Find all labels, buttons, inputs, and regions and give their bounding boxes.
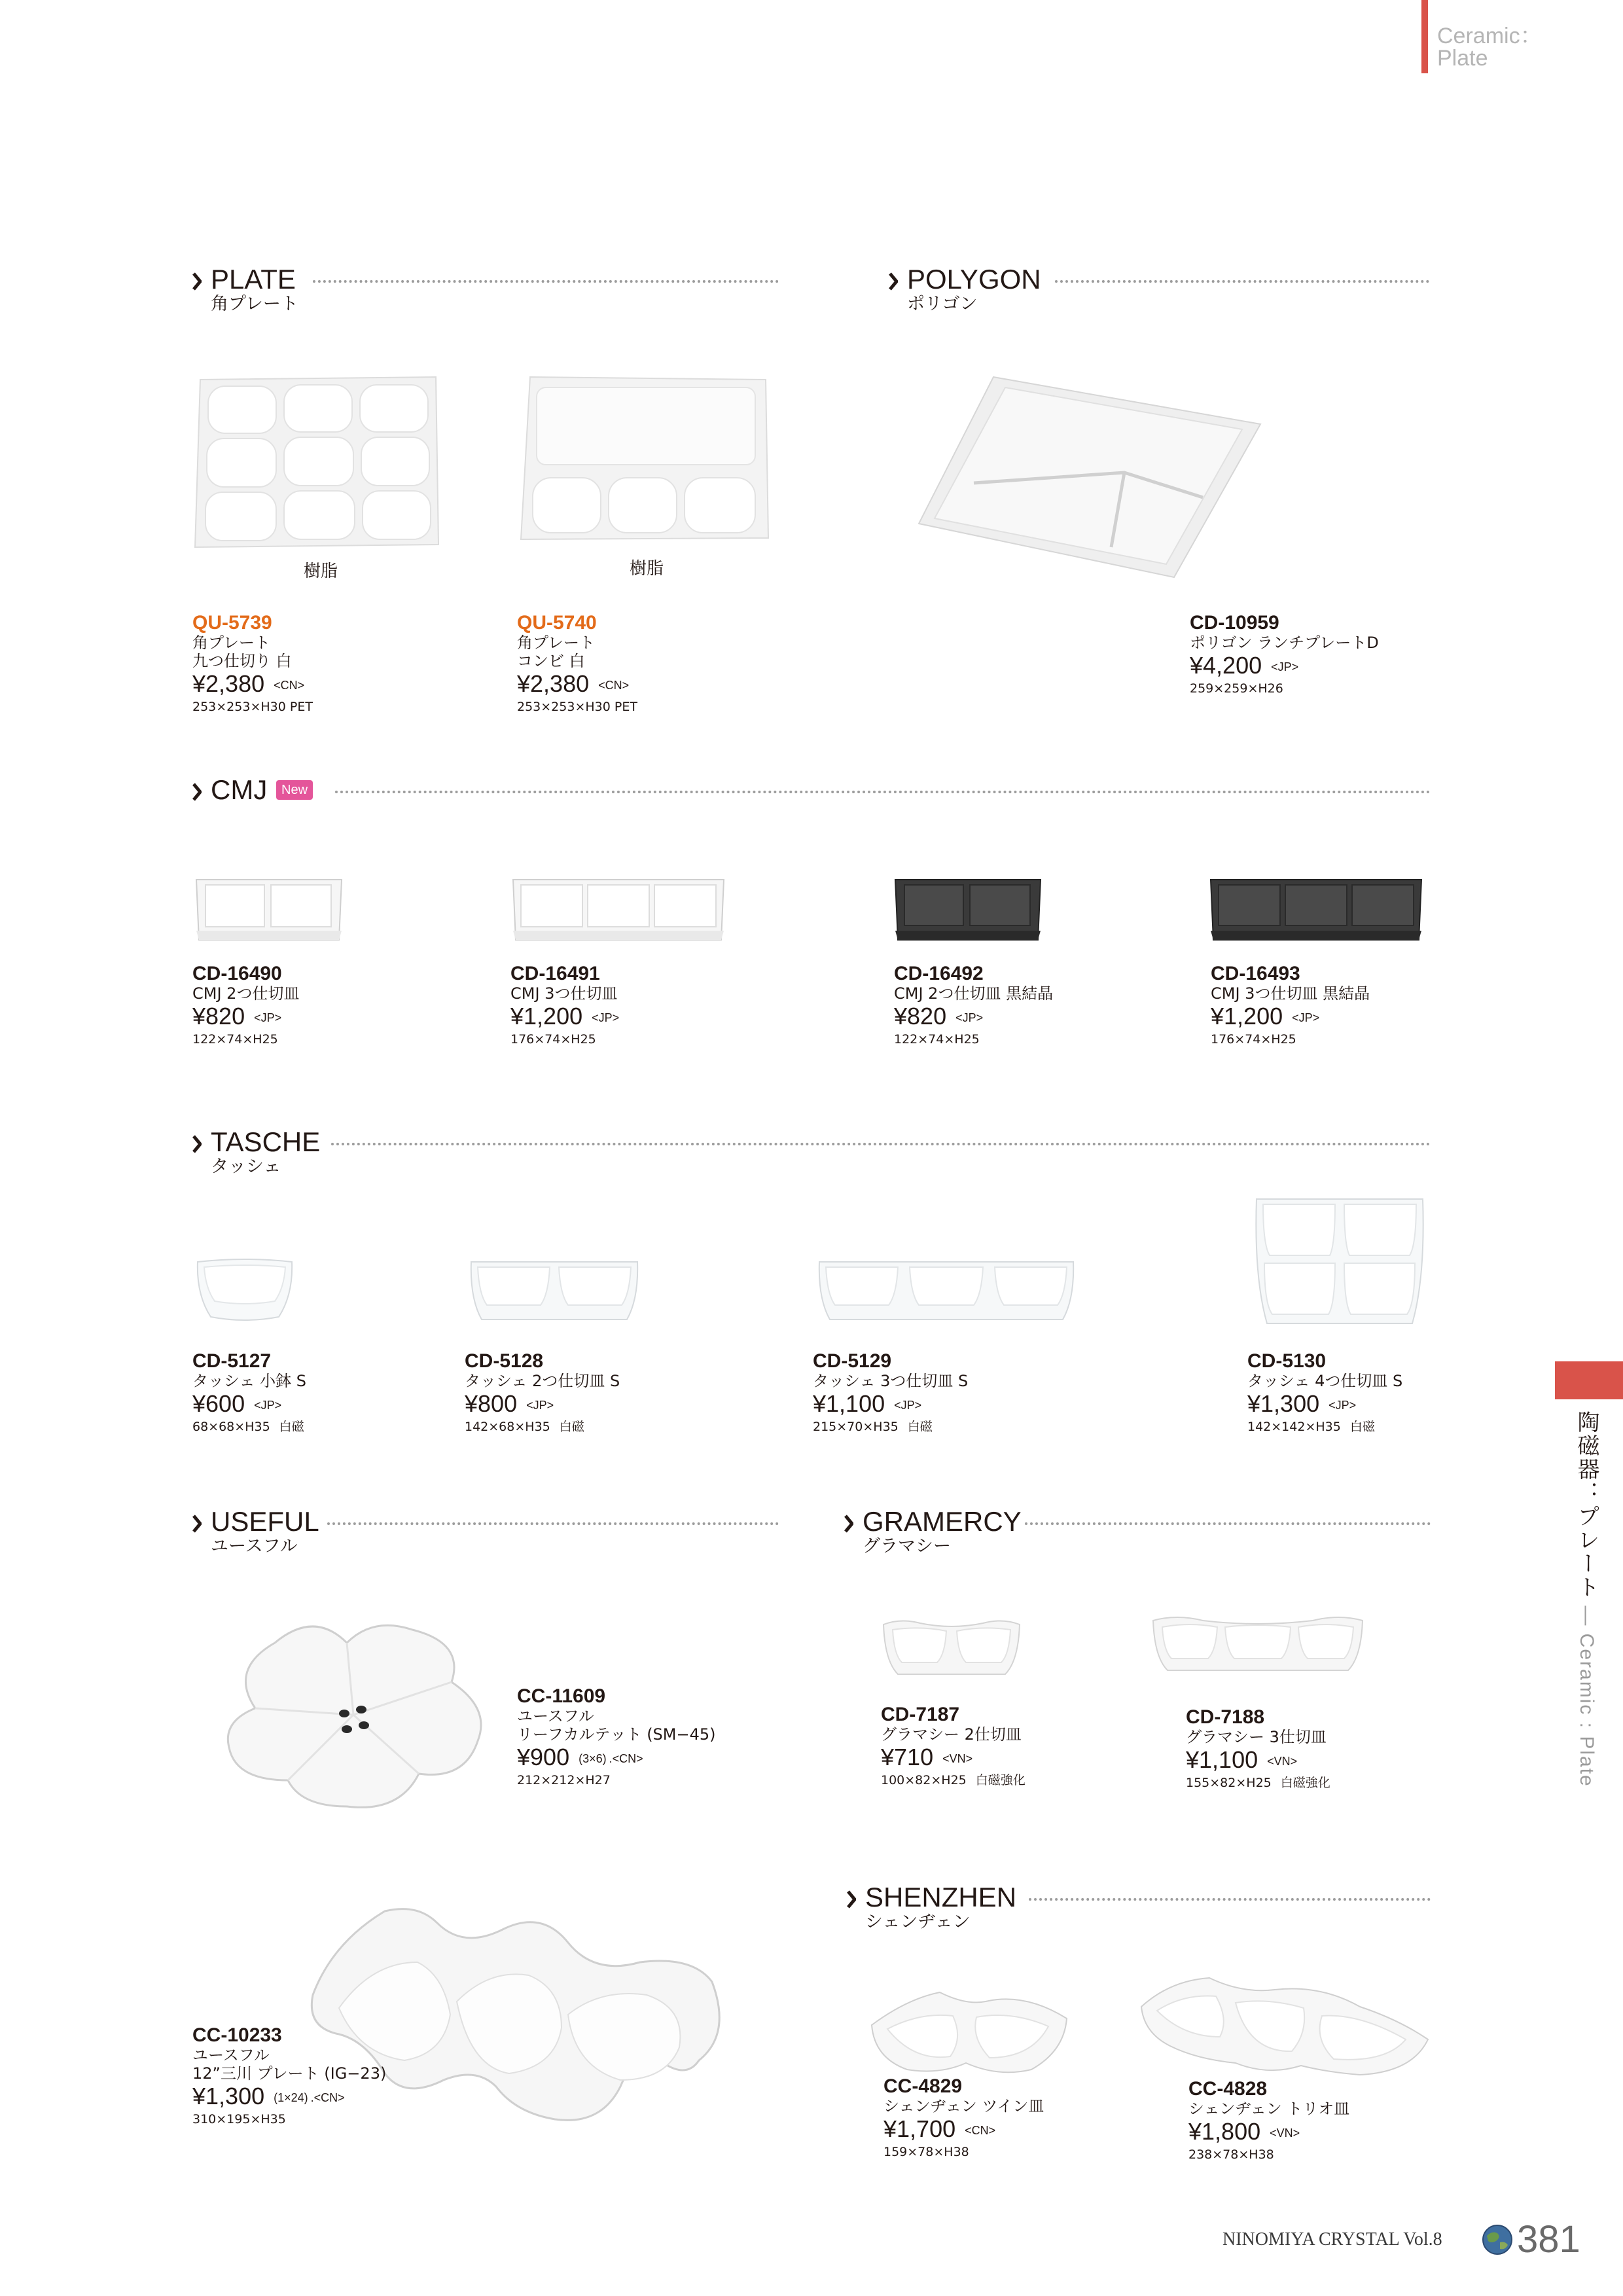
product-material: 白磁 [1349, 1420, 1375, 1435]
section-title-en: CMJ [211, 774, 268, 805]
product-origin: <JP> [1271, 660, 1299, 674]
product-origin: <CN> [965, 2124, 996, 2138]
product-name: 角プレート [192, 634, 271, 652]
section-header-cmj [192, 775, 1433, 808]
product-price: ¥1,100 [813, 1390, 885, 1417]
dotted-rule [313, 280, 779, 283]
section-header-gramercy [844, 1507, 1433, 1566]
product-code: CC-4829 [883, 2075, 963, 2097]
product-name: CMJ 2つ仕切皿 [192, 984, 300, 1003]
product-size: 238×78×H38 [1188, 2147, 1274, 2162]
product-code: CD-5127 [192, 1350, 272, 1372]
product-origin: <JP> [592, 1011, 620, 1025]
product-material: 白磁 [907, 1420, 933, 1435]
product-price: ¥2,380 [517, 670, 590, 697]
product-code: CD-16490 [192, 963, 282, 984]
product-size: 155×82×H25 [1186, 1776, 1272, 1791]
product-size: 215×70×H35 [813, 1420, 899, 1435]
section-title-en: PLATE [211, 264, 296, 295]
product-origin: <JP> [894, 1399, 922, 1412]
product-image-cc4829 [868, 1986, 1071, 2077]
section-title-jp: タッシェ [211, 1157, 281, 1177]
section-title-en: USEFUL [211, 1506, 319, 1537]
page-number: 381 [1517, 2218, 1580, 2261]
product-code: CD-5128 [465, 1350, 544, 1372]
product-code: QU-5739 [192, 612, 272, 634]
product-qu5740 [517, 613, 637, 715]
material-label-resin: 樹脂 [630, 559, 664, 579]
side-label-jp: 陶磁器：プレート [1573, 1410, 1599, 1599]
product-cc4829 [883, 2076, 1044, 2160]
material-label-resin: 樹脂 [304, 562, 338, 581]
section-title-en: TASCHE [211, 1126, 321, 1157]
product-image-cd5130 [1251, 1193, 1428, 1330]
product-size: 259×259×H26 [1190, 681, 1283, 696]
product-size: 253×253×H30 PET [517, 700, 637, 715]
chevron-right-icon [192, 783, 202, 801]
product-origin: <JP> [254, 1011, 282, 1025]
product-name-2: 九つ仕切り 白 [192, 652, 292, 670]
product-image-cd7187 [881, 1615, 1022, 1681]
chevron-right-icon [844, 1515, 853, 1533]
dotted-rule [335, 791, 1431, 793]
section-title-jp: シェンヂェン [865, 1912, 971, 1932]
product-name: グラマシー 3仕切皿 [1186, 1728, 1327, 1746]
product-origin: <JP> [955, 1011, 984, 1025]
product-name: グラマシー 2仕切皿 [881, 1725, 1022, 1744]
chevron-right-icon [192, 1515, 202, 1533]
product-material: 白磁 [559, 1420, 584, 1435]
product-cd16490 [192, 963, 299, 1047]
product-name: タッシェ 3つ仕切皿 S [813, 1372, 969, 1390]
side-label-en: Ceramic : Plate [1576, 1633, 1597, 1787]
product-image-cd10959 [915, 373, 1262, 583]
product-image-cd16493 [1208, 874, 1424, 946]
section-title-jp: 角プレート [211, 294, 298, 314]
side-index-tab [1555, 1361, 1623, 1399]
product-image-cd16490 [194, 874, 344, 946]
section-title-en: POLYGON [907, 264, 1041, 295]
product-cd5130 [1247, 1351, 1402, 1435]
product-size: 253×253×H30 PET [192, 700, 313, 715]
product-cc4828 [1188, 2079, 1349, 2162]
section-header-useful [192, 1507, 781, 1566]
product-name: ポリゴン ランチプレートD [1190, 634, 1379, 652]
product-origin: <VN> [1267, 1755, 1298, 1768]
product-cc11609 [517, 1686, 716, 1788]
dotted-rule [331, 1143, 1431, 1145]
product-origin: <JP> [1329, 1399, 1357, 1412]
product-code: CD-16491 [510, 963, 600, 984]
product-image-qu5740 [517, 373, 772, 543]
product-material: 白磁 [279, 1420, 304, 1435]
globe-icon [1482, 2224, 1513, 2255]
product-origin: <VN> [942, 1752, 973, 1766]
section-title-en: SHENZHEN [865, 1882, 1017, 1912]
product-price: ¥800 [465, 1390, 518, 1417]
product-code: CD-10959 [1190, 612, 1279, 634]
product-image-cd16492 [893, 874, 1043, 946]
dotted-rule [1025, 1522, 1431, 1525]
product-image-cd7188 [1150, 1611, 1365, 1677]
product-name-2: 12”三川 プレート (IG−23) [192, 2064, 387, 2083]
product-cd16492 [894, 963, 1053, 1047]
dotted-rule [1029, 1898, 1431, 1901]
chevron-right-icon [192, 1135, 202, 1153]
product-name: CMJ 2つ仕切皿 黒結晶 [894, 984, 1054, 1003]
chevron-right-icon [192, 272, 202, 291]
product-size: 68×68×H35 [192, 1420, 270, 1435]
product-image-cd16491 [510, 874, 726, 946]
product-cd10959 [1190, 613, 1379, 696]
product-size: 100×82×H25 [881, 1773, 967, 1788]
product-size: 310×195×H35 [192, 2112, 286, 2127]
product-origin: .<CN> [609, 1752, 643, 1766]
section-header-polygon [889, 264, 1433, 323]
product-name: 角プレート [517, 634, 596, 652]
product-image-cd5129 [815, 1255, 1077, 1327]
product-image-cd5128 [467, 1255, 641, 1327]
product-pack-qty: (1×24) [274, 2091, 308, 2105]
product-code: QU-5740 [517, 612, 597, 634]
product-origin: <CN> [274, 679, 305, 692]
product-name: CMJ 3つ仕切皿 黒結晶 [1211, 984, 1370, 1003]
section-header-tasche [192, 1127, 1433, 1186]
product-size: 142×68×H35 [465, 1420, 550, 1435]
product-code: CC-10233 [192, 2024, 282, 2046]
product-material: 白磁強化 [975, 1773, 1026, 1788]
section-header-shenzhen [847, 1882, 1433, 1941]
product-cd5128 [465, 1351, 620, 1435]
corner-category [1437, 25, 1543, 69]
product-price: ¥4,200 [1190, 652, 1262, 679]
product-code: CD-5130 [1247, 1350, 1327, 1372]
product-size: 142×142×H35 [1247, 1420, 1341, 1435]
product-size: 122×74×H25 [894, 1032, 980, 1047]
section-title-jp: ユースフル [211, 1536, 298, 1556]
section-title-jp: グラマシー [863, 1536, 951, 1556]
product-price: ¥820 [192, 1003, 245, 1030]
section-title-jp: ポリゴン [907, 294, 978, 314]
new-badge: New [276, 780, 313, 800]
product-name-2: コンビ 白 [517, 652, 585, 670]
section-header-plate [192, 264, 781, 323]
product-origin: <JP> [254, 1399, 282, 1412]
product-cd16493 [1211, 963, 1370, 1047]
footer-brand: NINOMIYA CRYSTAL Vol.8 [1222, 2229, 1442, 2250]
product-code: CD-16493 [1211, 963, 1300, 984]
product-material: 白磁強化 [1280, 1776, 1330, 1791]
product-origin: <CN> [598, 679, 630, 692]
product-size: 122×74×H25 [192, 1032, 278, 1047]
product-price: ¥1,300 [1247, 1390, 1320, 1417]
side-category-label [1573, 1410, 1599, 1787]
product-cd5129 [813, 1351, 968, 1435]
product-pack-qty: (3×6) [579, 1752, 607, 1766]
product-code: CC-11609 [517, 1685, 606, 1707]
product-image-cc4828 [1137, 1974, 1432, 2079]
product-price: ¥820 [894, 1003, 947, 1030]
product-name: ユースフル [192, 2046, 270, 2064]
product-price: ¥1,200 [1211, 1003, 1283, 1030]
product-origin: <VN> [1270, 2126, 1300, 2140]
product-cd7187 [881, 1704, 1026, 1788]
product-cd7188 [1186, 1707, 1330, 1791]
product-price: ¥1,700 [883, 2115, 956, 2142]
product-name: タッシェ 小鉢 S [192, 1372, 307, 1390]
product-name: CMJ 3つ仕切皿 [510, 984, 618, 1003]
chevron-right-icon [847, 1890, 856, 1909]
product-code: CD-7187 [881, 1704, 960, 1725]
side-label-sep: — [1576, 1599, 1597, 1634]
product-size: 212×212×H27 [517, 1773, 611, 1788]
product-price: ¥1,200 [510, 1003, 583, 1030]
product-price: ¥600 [192, 1390, 245, 1417]
product-origin: <JP> [1292, 1011, 1320, 1025]
product-origin: <JP> [526, 1399, 554, 1412]
chevron-right-icon [889, 272, 898, 291]
product-cd16491 [510, 963, 619, 1047]
product-size: 176×74×H25 [1211, 1032, 1296, 1047]
product-price: ¥1,100 [1186, 1746, 1258, 1773]
product-code: CD-16492 [894, 963, 984, 984]
product-code: CD-7188 [1186, 1706, 1265, 1728]
corner-line1: Ceramic： [1437, 24, 1543, 48]
product-size: 159×78×H38 [883, 2145, 969, 2160]
product-cc10233 [192, 2025, 386, 2127]
product-name: タッシェ 2つ仕切皿 S [465, 1372, 620, 1390]
product-name-2: リーフカルテット (SM−45) [517, 1725, 716, 1744]
product-price: ¥2,380 [192, 670, 265, 697]
product-size: 176×74×H25 [510, 1032, 596, 1047]
corner-accent-bar [1421, 0, 1428, 73]
product-price: ¥1,300 [192, 2083, 265, 2109]
product-image-cc11609 [216, 1617, 497, 1813]
product-price: ¥1,800 [1188, 2118, 1261, 2145]
product-image-qu5739 [192, 373, 441, 550]
section-title-en: GRAMERCY [863, 1506, 1022, 1537]
product-image-cd5127 [194, 1255, 296, 1323]
corner-line2: Plate [1437, 46, 1488, 71]
dotted-rule [327, 1522, 779, 1525]
product-cd5127 [192, 1351, 306, 1435]
product-name: シェンヂェン ツイン皿 [883, 2097, 1044, 2115]
product-name: シェンヂェン トリオ皿 [1188, 2100, 1350, 2118]
product-code: CD-5129 [813, 1350, 892, 1372]
product-price: ¥900 [517, 1744, 570, 1770]
product-qu5739 [192, 613, 313, 715]
product-origin: .<CN> [310, 2091, 345, 2105]
product-name: ユースフル [517, 1707, 594, 1725]
product-code: CC-4828 [1188, 2078, 1268, 2100]
product-name: タッシェ 4つ仕切皿 S [1247, 1372, 1403, 1390]
dotted-rule [1055, 280, 1429, 283]
product-price: ¥710 [881, 1744, 934, 1770]
